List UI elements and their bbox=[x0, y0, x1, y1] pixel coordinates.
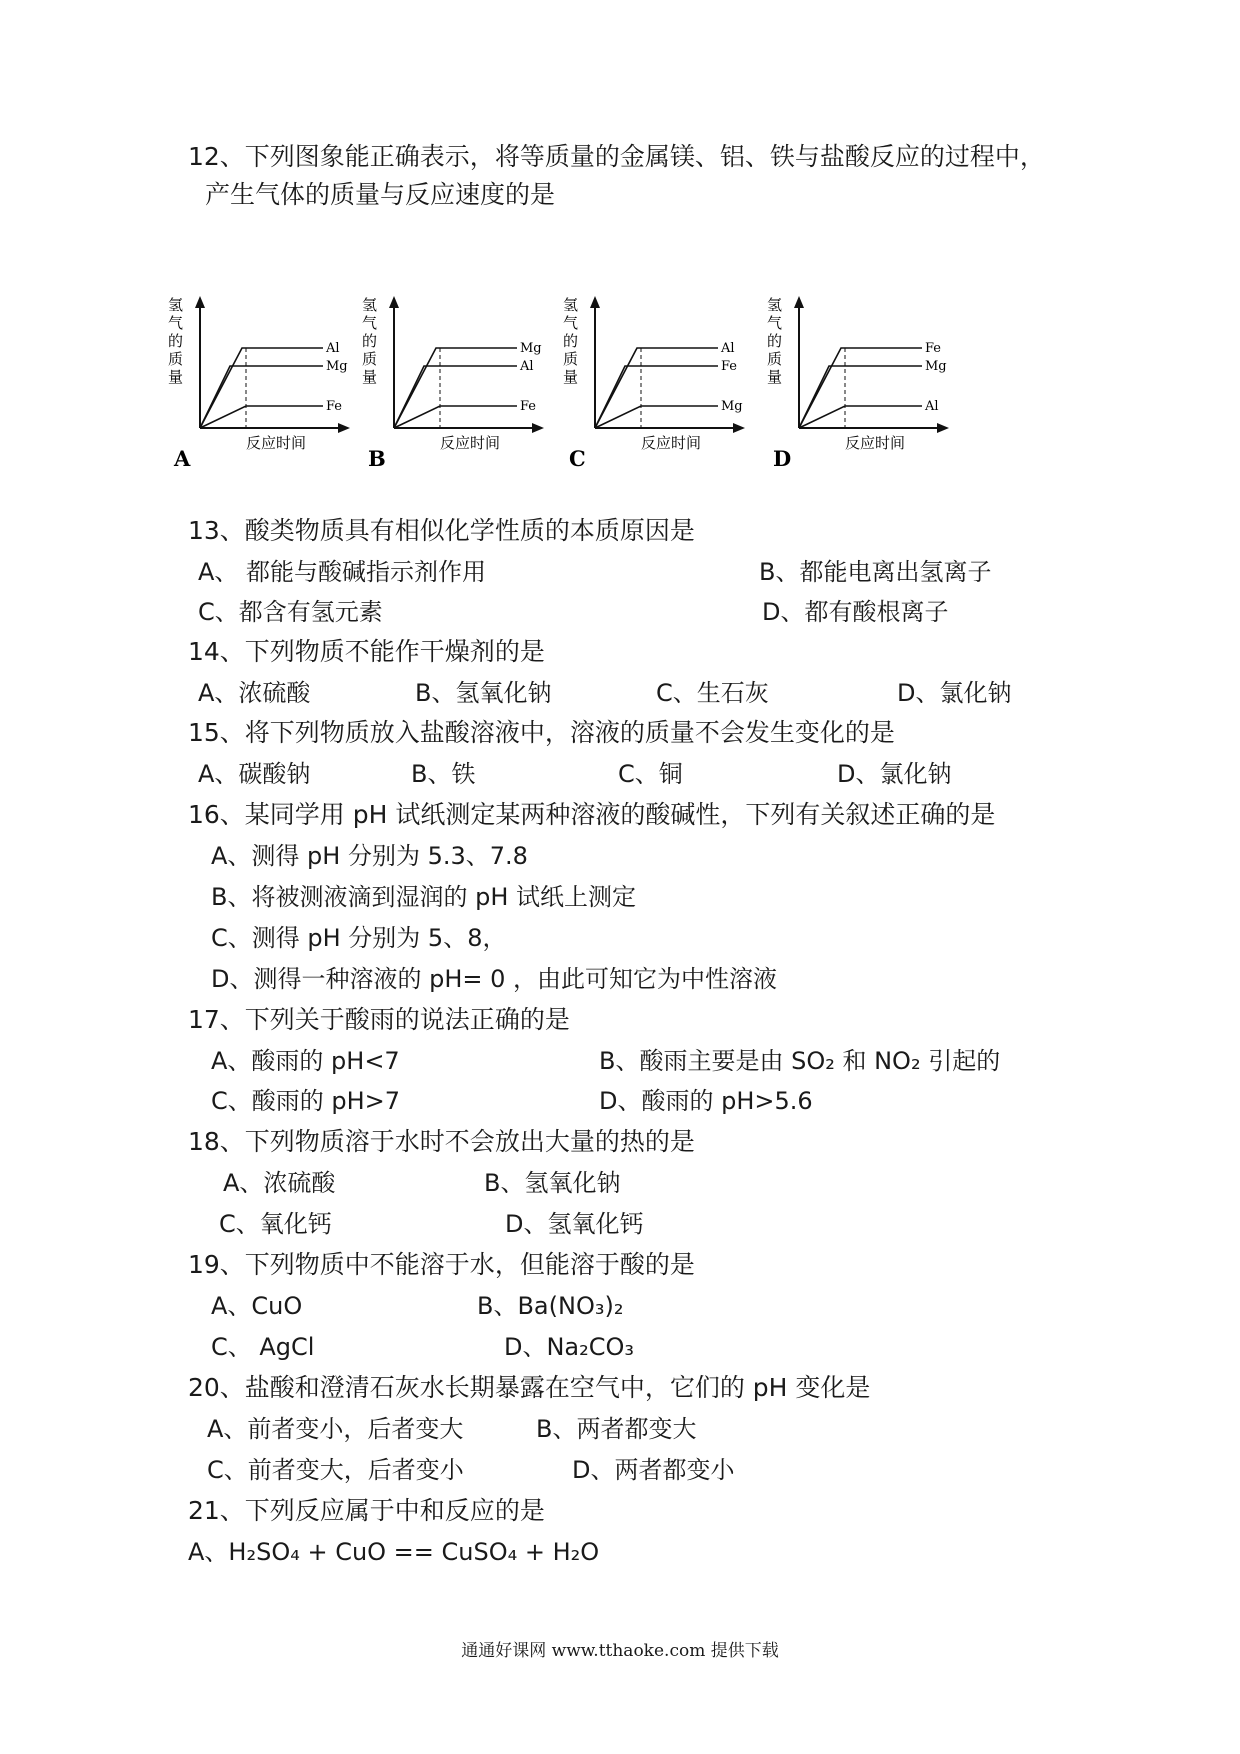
curve-low bbox=[799, 406, 922, 428]
x-axis-label: 反应时间 bbox=[845, 434, 906, 452]
label-mid: Fe bbox=[721, 359, 738, 374]
q17-stem: 17、下列关于酸雨的说法正确的是 bbox=[188, 1005, 570, 1034]
y-axis-label-char: 气 bbox=[563, 314, 579, 332]
label-low: Mg bbox=[721, 399, 743, 414]
label-top: Mg bbox=[520, 341, 542, 356]
q13-option-a: A、 都能与酸碱指示剂作用 bbox=[198, 558, 487, 586]
curve-low bbox=[200, 406, 323, 428]
q18-option-c: C、氧化钙 bbox=[219, 1210, 332, 1238]
y-axis-arrow bbox=[590, 296, 600, 308]
q19-option-c: C、 AgCl bbox=[211, 1333, 315, 1361]
q16-option-c: C、测得 pH 分别为 5、8， bbox=[211, 924, 507, 952]
q15-option-b: B、铁 bbox=[411, 760, 476, 788]
q18-option-b: B、氢氧化钠 bbox=[484, 1169, 621, 1197]
q14-option-c: C、生石灰 bbox=[656, 679, 769, 707]
curve-top bbox=[394, 348, 517, 428]
label-mid: Mg bbox=[326, 359, 348, 374]
q20-stem: 20、盐酸和澄清石灰水长期暴露在空气中，它们的 pH 变化是 bbox=[188, 1373, 871, 1402]
y-axis-label-char: 气 bbox=[767, 314, 783, 332]
y-axis-label-char: 质 bbox=[168, 350, 184, 368]
x-axis-label: 反应时间 bbox=[641, 434, 702, 452]
graph-tag: A bbox=[174, 446, 191, 471]
x-axis-arrow bbox=[733, 423, 745, 433]
x-axis-arrow bbox=[532, 423, 544, 433]
y-axis-label-char: 质 bbox=[362, 350, 378, 368]
y-axis-label-char: 质 bbox=[563, 350, 579, 368]
q20-option-d: D、两者都变小 bbox=[572, 1456, 735, 1484]
q16-stem: 16、某同学用 pH 试纸测定某两种溶液的酸碱性，下列有关叙述正确的是 bbox=[188, 800, 996, 829]
y-axis-label-char: 的 bbox=[767, 332, 783, 350]
y-axis-label-char: 质 bbox=[767, 350, 783, 368]
graph-b bbox=[362, 296, 567, 473]
y-axis-arrow bbox=[794, 296, 804, 308]
q13-stem: 13、酸类物质具有相似化学性质的本质原因是 bbox=[188, 516, 695, 545]
x-axis-label: 反应时间 bbox=[246, 434, 307, 452]
graph-tag: D bbox=[773, 446, 792, 471]
q14-option-a: A、浓硫酸 bbox=[198, 679, 311, 707]
graph-c-svg bbox=[563, 296, 768, 473]
q12-stem-line2: 产生气体的质量与反应速度的是 bbox=[205, 180, 556, 209]
label-top: Al bbox=[721, 341, 735, 356]
q16-option-d: D、测得一种溶液的 pH= 0 ，由此可知它为中性溶液 bbox=[211, 965, 778, 993]
y-axis-arrow bbox=[389, 296, 399, 308]
y-axis-label-char: 量 bbox=[362, 368, 378, 386]
x-axis-label: 反应时间 bbox=[440, 434, 501, 452]
q20-option-c: C、前者变大，后者变小 bbox=[207, 1456, 464, 1484]
curve-top bbox=[595, 348, 718, 428]
q19-option-a: A、CuO bbox=[211, 1292, 303, 1320]
y-axis-label-char: 氢 bbox=[362, 296, 378, 314]
x-axis-arrow bbox=[937, 423, 949, 433]
q19-stem: 19、下列物质中不能溶于水，但能溶于酸的是 bbox=[188, 1250, 695, 1279]
curve-top bbox=[200, 348, 323, 428]
q15-option-c: C、铜 bbox=[618, 760, 683, 788]
page-footer: 通通好课网 www.tthaoke.com 提供下载 bbox=[461, 1641, 779, 1661]
q19-option-b: B、Ba(NO₃)₂ bbox=[477, 1292, 624, 1320]
graph-c bbox=[563, 296, 768, 473]
label-low: Fe bbox=[520, 399, 537, 414]
q19-option-d: D、Na₂CO₃ bbox=[504, 1333, 635, 1361]
q15-stem: 15、将下列物质放入盐酸溶液中，溶液的质量不会发生变化的是 bbox=[188, 718, 895, 747]
q15-option-d: D、氯化钠 bbox=[837, 760, 952, 788]
label-mid: Mg bbox=[925, 359, 947, 374]
y-axis-label-char: 的 bbox=[362, 332, 378, 350]
x-axis-arrow bbox=[338, 423, 350, 433]
q16-option-b: B、将被测液滴到湿润的 pH 试纸上测定 bbox=[211, 883, 637, 911]
q14-option-b: B、氢氧化钠 bbox=[415, 679, 552, 707]
graph-d-svg bbox=[767, 296, 972, 473]
y-axis-label-char: 气 bbox=[362, 314, 378, 332]
q15-option-a: A、碳酸钠 bbox=[198, 760, 311, 788]
label-mid: Al bbox=[520, 359, 534, 374]
label-low: Al bbox=[925, 399, 939, 414]
graph-d bbox=[767, 296, 972, 473]
y-axis-label-char: 氢 bbox=[168, 296, 184, 314]
q17-option-c: C、酸雨的 pH>7 bbox=[211, 1087, 401, 1115]
y-axis-label-char: 量 bbox=[767, 368, 783, 386]
q13-option-d: D、都有酸根离子 bbox=[762, 598, 949, 626]
q18-option-a: A、浓硫酸 bbox=[223, 1169, 336, 1197]
label-low: Fe bbox=[326, 399, 343, 414]
curve-low bbox=[595, 406, 718, 428]
y-axis-label-char: 量 bbox=[168, 368, 184, 386]
y-axis-label-char: 氢 bbox=[767, 296, 783, 314]
graph-tag: C bbox=[569, 446, 586, 471]
graph-tag: B bbox=[368, 446, 386, 471]
graph-b-svg bbox=[362, 296, 567, 473]
q16-option-a: A、测得 pH 分别为 5.3、7.8 bbox=[211, 842, 528, 870]
q17-option-a: A、酸雨的 pH<7 bbox=[211, 1047, 400, 1075]
y-axis-label-char: 气 bbox=[168, 314, 184, 332]
label-top: Al bbox=[326, 341, 340, 356]
y-axis-label-char: 量 bbox=[563, 368, 579, 386]
label-top: Fe bbox=[925, 341, 942, 356]
q18-option-d: D、氢氧化钙 bbox=[505, 1210, 644, 1238]
q14-option-d: D、氯化钠 bbox=[897, 679, 1012, 707]
q20-option-b: B、两者都变大 bbox=[536, 1415, 697, 1443]
q21-option-a: A、H₂SO₄ + CuO == CuSO₄ + H₂O bbox=[188, 1538, 600, 1566]
q17-option-b: B、酸雨主要是由 SO₂ 和 NO₂ 引起的 bbox=[599, 1047, 1001, 1075]
y-axis-label-char: 的 bbox=[563, 332, 579, 350]
y-axis-arrow bbox=[195, 296, 205, 308]
curve-low bbox=[394, 406, 517, 428]
q13-option-c: C、都含有氢元素 bbox=[198, 598, 383, 626]
curve-top bbox=[799, 348, 922, 428]
graph-a bbox=[168, 296, 373, 473]
y-axis-label-char: 的 bbox=[168, 332, 184, 350]
q14-stem: 14、下列物质不能作干燥剂的是 bbox=[188, 637, 545, 666]
graph-a-svg bbox=[168, 296, 373, 473]
y-axis-label-char: 氢 bbox=[563, 296, 579, 314]
q18-stem: 18、下列物质溶于水时不会放出大量的热的是 bbox=[188, 1127, 695, 1156]
q12-stem-line1: 12、下列图象能正确表示，将等质量的金属镁、铝、铁与盐酸反应的过程中， bbox=[188, 142, 1045, 171]
q21-stem: 21、下列反应属于中和反应的是 bbox=[188, 1496, 545, 1525]
q17-option-d: D、酸雨的 pH>5.6 bbox=[599, 1087, 813, 1115]
q13-option-b: B、都能电离出氢离子 bbox=[759, 558, 992, 586]
q20-option-a: A、前者变小，后者变大 bbox=[207, 1415, 464, 1443]
